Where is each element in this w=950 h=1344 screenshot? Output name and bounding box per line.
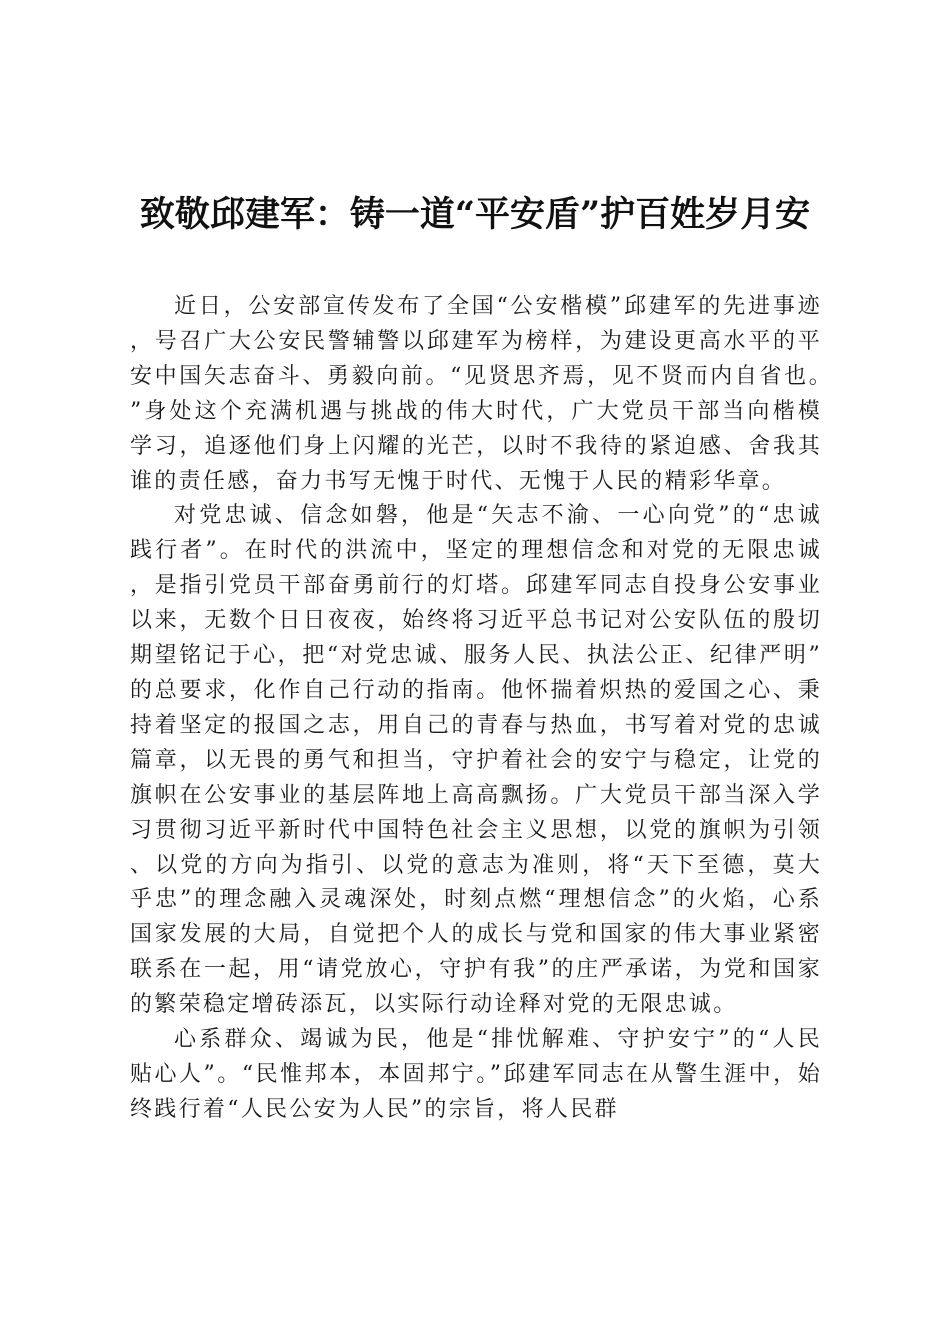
article-body [130, 290, 822, 1128]
paragraph-1: 近日，公安部宣传发布了全国“公安楷模”邱建军的先进事迹，号召广大公安民警辅警以邱建军为榜样，为建设更高水平的平安中国矢志奋斗、勇毅向前。“见贤思齐焉，见不贤而内自省也。”身处这个充满机遇与挑战的伟大时代，广大党员干部当向楷模学习，追逐他们身上闪耀的光芒，以时不我待的紧迫感、舍我其谁的责任感，奋力书写无愧于时代、无愧于人民的精彩华章。 [130, 294, 822, 494]
article-title: 致敬邱建军：铸一道“平安盾”护百姓岁月安 [139, 194, 811, 235]
paragraph-3: 心系群众、竭诚为民，他是“排忧解难、守护安宁”的“人民贴心人”。“民惟邦本，本固邦宁。”邱建军同志在从警生涯中，始终践行着“人民公安为人民”的宗旨，将人民群 [130, 1027, 822, 1122]
paragraph-2: 对党忠诚、信念如磐，他是“矢志不渝、一心向党”的“忠诚践行者”。在时代的洪流中，坚定的理想信念和对党的无限忠诚，是指引党员干部奋勇前行的灯塔。邱建军同志自投身公安事业以来，无数个日日夜夜，始终将习近平总书记对公安队伍的殷切期望铭记于心，把“对党忠诚、服务人民、执法公正、纪律严明”的总要求，化作自己行动的指南。他怀揣着炽热的爱国之心、秉持着坚定的报国之志，用自己的青春与热血，书写着对党的忠诚篇章，以无畏的勇气和担当，守护着社会的安宁与稳定，让党的旗帜在公安事业的基层阵地上高高飘扬。广大党员干部当深入学习贯彻习近平新时代中国特色社会主义思想，以党的旗帜为引领、以党的方向为指引、以党的意志为准则，将“天下至德，莫大乎忠”的理念融入灵魂深处，时刻点燃“理想信念”的火焰，心系国家发展的大局，自觉把个人的成长与党和国家的伟大事业紧密联系在一起，用“请党放心，守护有我”的庄严承诺，为党和国家的繁荣稳定增砖添瓦，以实际行动诠释对党的无限忠诚。 [130, 503, 822, 1018]
